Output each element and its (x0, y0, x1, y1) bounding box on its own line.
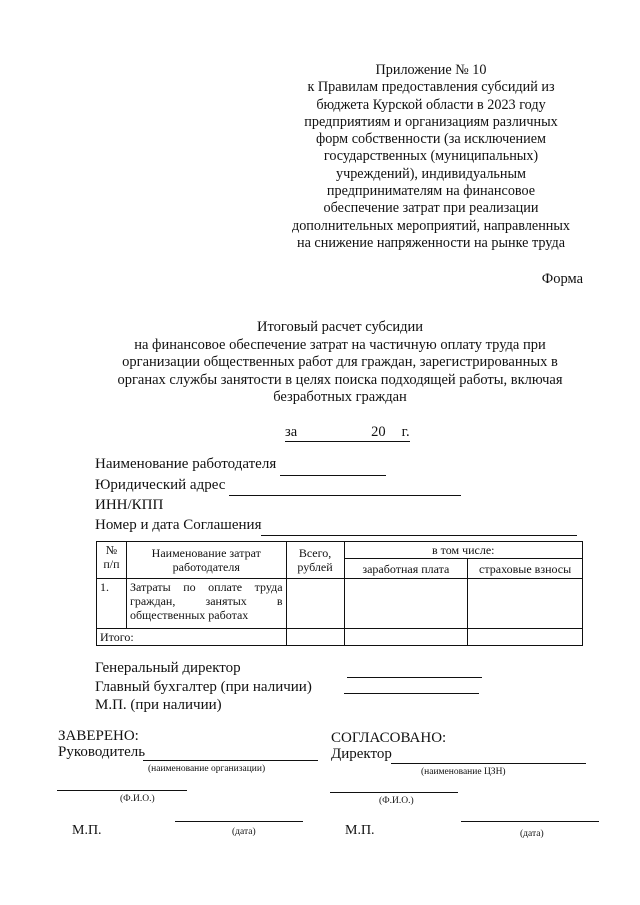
appendix-line: учреждений), индивидуальным (335, 165, 527, 182)
agreed-director-label: Директор (331, 746, 392, 762)
title-line: на финансовое обеспечение затрат на частичную оплату труда при (134, 336, 546, 353)
director-label: Генеральный директор (95, 660, 241, 676)
subsidy-table (96, 541, 583, 646)
header-name: Наименование затрат работодателя (126, 542, 286, 579)
agreed-czn-line[interactable] (391, 763, 586, 764)
certified-seal: М.П. (72, 823, 102, 838)
appendix-line: предприятиям и организациям различных (304, 113, 558, 130)
total-label: Итого: (97, 629, 287, 646)
certified-heading: ЗАВЕРЕНО: (58, 728, 139, 744)
seal-label: М.П. (при наличии) (95, 697, 222, 713)
period-suffix: г. (401, 424, 410, 440)
certified-org-line[interactable] (143, 760, 318, 761)
appendix-line: предпринимателям на финансовое (326, 183, 536, 200)
appendix-line: государственных (муниципальных) (323, 148, 539, 165)
appendix-line: Приложение № 10 (375, 62, 487, 78)
appendix-line: дополнительных мероприятий, направленных (291, 217, 571, 234)
agreed-date-caption: (дата) (520, 829, 544, 839)
total-insurance-cell[interactable] (468, 629, 583, 646)
address-blank[interactable] (229, 476, 461, 497)
director-signature-line[interactable] (347, 677, 482, 678)
agreed-fio-line[interactable] (330, 792, 458, 793)
row-name: Затраты по оплате труда граждан, занятых в общественных работах (126, 579, 286, 629)
period-year: 20 (371, 424, 386, 440)
certified-fio-line[interactable] (57, 790, 187, 791)
header-total: Всего, рублей (286, 542, 344, 579)
appendix-line: обеспечение затрат при реализации (323, 200, 539, 217)
signature-block (95, 659, 312, 715)
table-total-row (97, 629, 583, 646)
header-salary: заработная плата (344, 559, 468, 579)
document-title (90, 319, 590, 407)
appendix-line: форм собственности (за исключением (316, 131, 546, 148)
appendix-line: бюджета Курской области в 2023 году (316, 96, 546, 113)
row-no: 1. (97, 579, 127, 629)
inn-label: ИНН/КПП (95, 497, 164, 513)
czn-caption: (наименование ЦЗН) (421, 767, 506, 777)
accountant-signature-line[interactable] (344, 693, 479, 694)
appendix-header (280, 62, 582, 252)
row-insurance-cell[interactable] (468, 579, 583, 629)
employer-label: Наименование работодателя (95, 456, 277, 472)
header-no: № п/п (97, 542, 127, 579)
certified-date-line[interactable] (175, 821, 303, 822)
title-line: безработных граждан (273, 389, 407, 405)
period-line (285, 424, 410, 442)
total-salary-cell[interactable] (344, 629, 468, 646)
header-including: в том числе: (344, 542, 583, 559)
header-insurance: страховые взносы (468, 559, 583, 579)
address-label: Юридический адрес (95, 476, 226, 493)
row-total-cell[interactable] (286, 579, 344, 629)
agreed-heading: СОГЛАСОВАНО: (331, 730, 447, 746)
agreement-label: Номер и дата Соглашения (95, 516, 262, 533)
certified-head-label: Руководитель (58, 744, 146, 760)
employer-blank[interactable] (280, 455, 386, 476)
appendix-line: к Правилам предоставления субсидий из (307, 79, 555, 96)
agreement-blank[interactable] (261, 516, 577, 537)
certified-date-caption: (дата) (232, 827, 256, 837)
agreed-seal: М.П. (345, 823, 375, 838)
org-caption: (наименование организации) (148, 764, 266, 774)
certified-fio-caption: (Ф.И.О.) (120, 794, 155, 804)
form-label: Форма (541, 271, 583, 287)
accountant-label: Главный бухгалтер (при наличии) (95, 678, 312, 695)
appendix-line: на снижение напряженности на рынке труда (297, 234, 565, 251)
table-row (97, 579, 583, 629)
row-salary-cell[interactable] (344, 579, 468, 629)
title-line: органах службы занятости в целях поиска подходящей работы, включая (117, 371, 563, 388)
title-line: Итоговый расчет субсидии (257, 319, 423, 335)
employer-fields (95, 455, 577, 536)
agreed-date-line[interactable] (461, 821, 599, 822)
agreed-fio-caption: (Ф.И.О.) (379, 796, 414, 806)
total-sum-cell[interactable] (286, 629, 344, 646)
period-prefix: за (285, 424, 298, 440)
title-line: организации общественных работ для граждан, зарегистрированных в (122, 354, 558, 370)
